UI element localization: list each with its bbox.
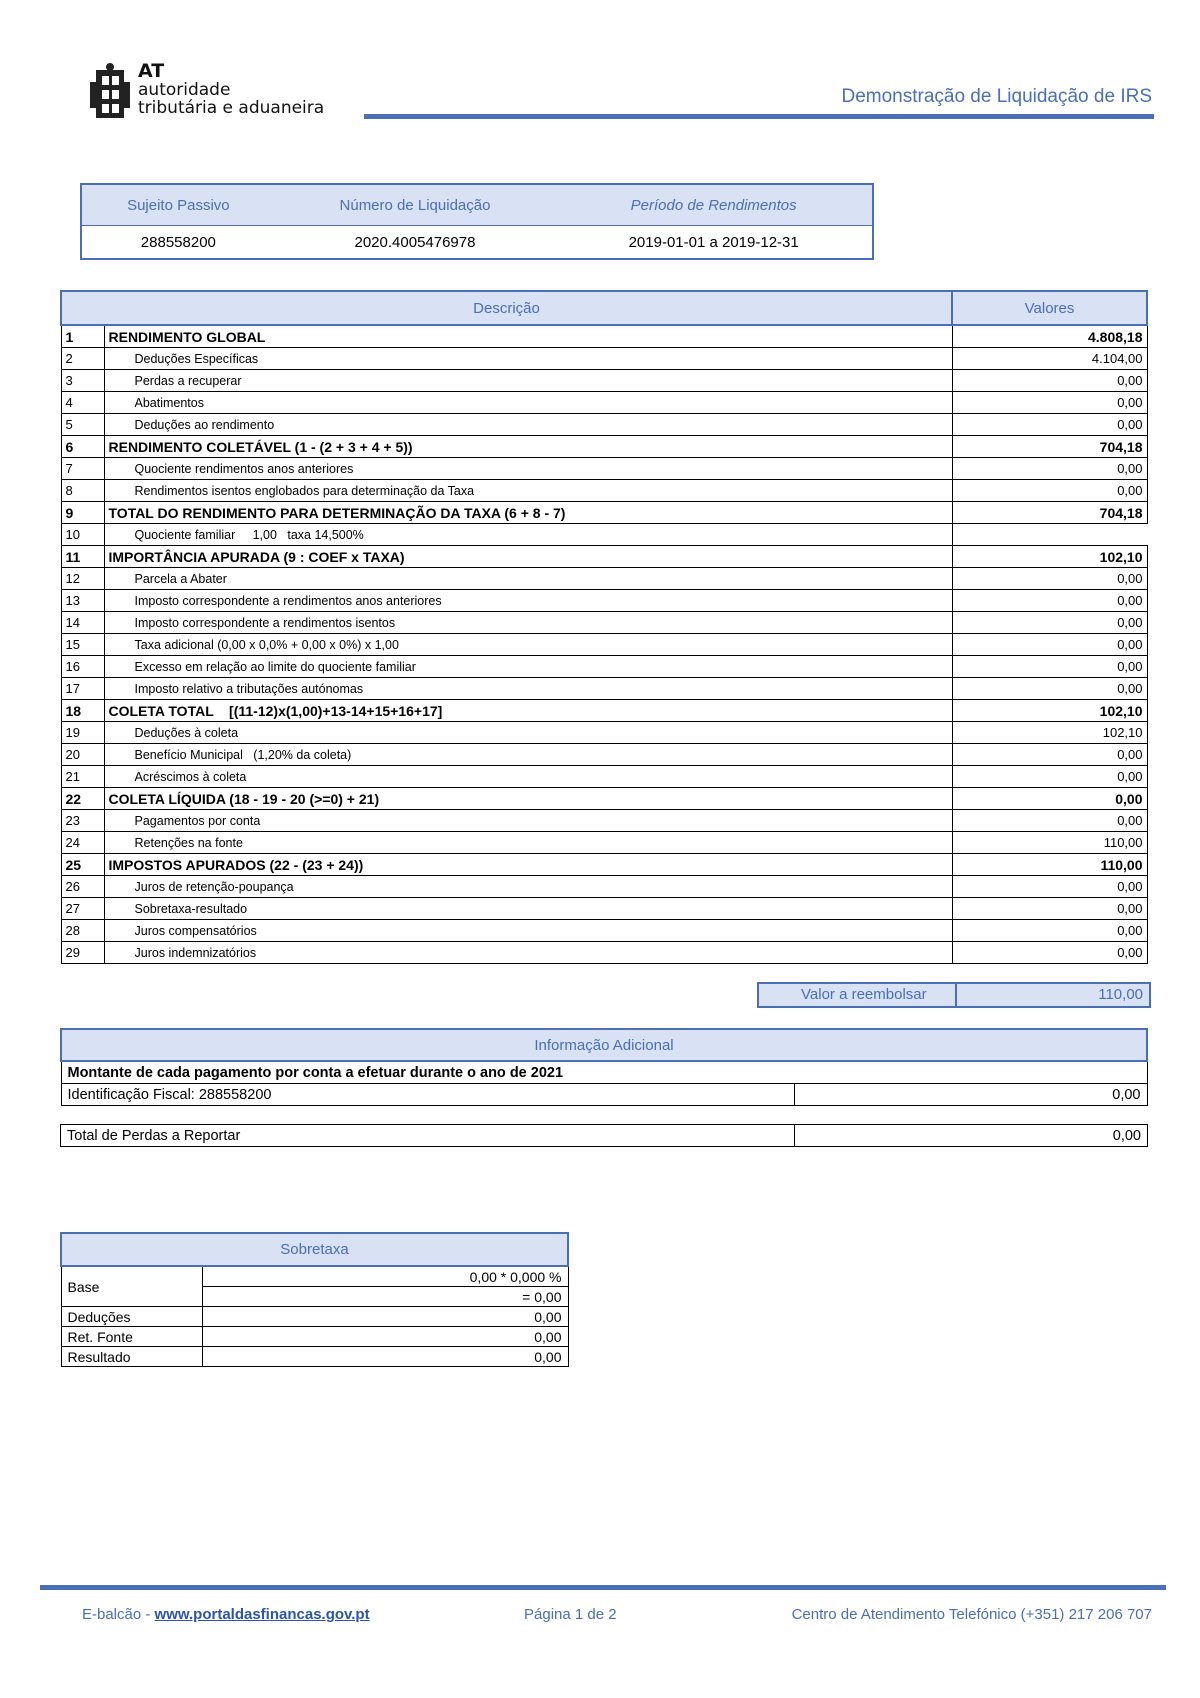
row-number: 29 xyxy=(61,942,104,964)
row-description: Imposto relativo a tributações autónomas xyxy=(104,678,952,700)
row-value: 0,00 xyxy=(952,458,1147,480)
table-row xyxy=(61,942,1147,964)
row-value xyxy=(952,524,1147,546)
row-description: Deduções Específicas xyxy=(104,348,952,370)
table-row xyxy=(61,920,1147,942)
table-row xyxy=(61,458,1147,480)
row-value: 704,18 xyxy=(952,436,1147,458)
table-row xyxy=(61,546,1147,568)
footer-rule xyxy=(40,1585,1166,1590)
row-description: COLETA LÍQUIDA (18 - 19 - 20 (>=0) + 21) xyxy=(104,788,952,810)
info-value-sujeito: 288558200 xyxy=(81,226,275,260)
table-row xyxy=(61,700,1147,722)
row-number: 23 xyxy=(61,810,104,832)
sobretaxa-deducoes-label: Deduções xyxy=(61,1307,202,1327)
taxpayer-info-table xyxy=(80,183,874,260)
sobretaxa-base-label: Base xyxy=(61,1266,202,1307)
row-number: 8 xyxy=(61,480,104,502)
row-value: 102,10 xyxy=(952,546,1147,568)
table-row xyxy=(61,634,1147,656)
sobretaxa-ret-label: Ret. Fonte xyxy=(61,1327,202,1347)
row-value: 0,00 xyxy=(952,678,1147,700)
row-description: Abatimentos xyxy=(104,392,952,414)
row-number: 24 xyxy=(61,832,104,854)
row-number: 1 xyxy=(61,325,104,348)
row-number: 13 xyxy=(61,590,104,612)
row-description: Excesso em relação ao limite do quociente familiar xyxy=(104,656,952,678)
document-title: Demonstração de Liquidação de IRS xyxy=(841,86,1152,107)
row-value: 0,00 xyxy=(952,810,1147,832)
row-description: COLETA TOTAL [(11-12)x(1,00)+13-14+15+16+17] xyxy=(104,700,952,722)
table-row xyxy=(61,656,1147,678)
footer-ebalcao xyxy=(82,1606,370,1623)
table-row xyxy=(61,590,1147,612)
row-number: 28 xyxy=(61,920,104,942)
at-logo xyxy=(88,62,348,128)
table-row xyxy=(61,436,1147,458)
row-description: TOTAL DO RENDIMENTO PARA DETERMINAÇÃO DA TAXA (6 + 8 - 7) xyxy=(104,502,952,524)
additional-info-table xyxy=(60,1028,1148,1106)
at-emblem-icon xyxy=(88,62,132,126)
info-value-periodo: 2019-01-01 a 2019-12-31 xyxy=(555,226,873,260)
sobretaxa-base-value1: 0,00 * 0,000 % xyxy=(202,1266,568,1287)
row-value: 704,18 xyxy=(952,502,1147,524)
row-description: Perdas a recuperar xyxy=(104,370,952,392)
row-value: 110,00 xyxy=(952,854,1147,876)
row-value: 0,00 xyxy=(952,766,1147,788)
row-description: Rendimentos isentos englobados para determinação da Taxa xyxy=(104,480,952,502)
refund-box xyxy=(757,982,1151,1008)
row-description: RENDIMENTO GLOBAL xyxy=(104,325,952,348)
footer-ebalcao-label: E-balcão - xyxy=(82,1606,155,1623)
fiscal-id-label: Identificação Fiscal: 288558200 xyxy=(61,1084,794,1106)
row-description: Taxa adicional (0,00 x 0,0% + 0,00 x 0%) x 1,00 xyxy=(104,634,952,656)
sobretaxa-base-value2: = 0,00 xyxy=(202,1287,568,1307)
row-description: Juros indemnizatórios xyxy=(104,942,952,964)
row-number: 19 xyxy=(61,722,104,744)
row-description: Imposto correspondente a rendimentos isentos xyxy=(104,612,952,634)
row-value: 102,10 xyxy=(952,700,1147,722)
refund-label: Valor a reembolsar xyxy=(801,986,927,1003)
logo-tributaria: tributária e aduaneira xyxy=(138,98,325,118)
row-value: 110,00 xyxy=(952,832,1147,854)
table-row xyxy=(61,722,1147,744)
row-value: 0,00 xyxy=(952,656,1147,678)
row-number: 10 xyxy=(61,524,104,546)
row-number: 7 xyxy=(61,458,104,480)
row-number: 25 xyxy=(61,854,104,876)
row-value: 0,00 xyxy=(952,920,1147,942)
row-value: 0,00 xyxy=(952,612,1147,634)
footer-page: Página 1 de 2 xyxy=(524,1606,617,1623)
additional-title: Informação Adicional xyxy=(61,1029,1147,1061)
row-number: 12 xyxy=(61,568,104,590)
row-value: 0,00 xyxy=(952,480,1147,502)
losses-value: 0,00 xyxy=(795,1125,1148,1147)
row-number: 22 xyxy=(61,788,104,810)
row-value: 0,00 xyxy=(952,876,1147,898)
row-description: Juros compensatórios xyxy=(104,920,952,942)
row-description: Quociente familiar 1,00 taxa 14,500% xyxy=(104,524,952,546)
header-descricao: Descrição xyxy=(61,291,952,325)
table-row xyxy=(61,744,1147,766)
row-number: 16 xyxy=(61,656,104,678)
row-number: 18 xyxy=(61,700,104,722)
table-row xyxy=(61,524,1147,546)
additional-heading: Montante de cada pagamento por conta a efetuar durante o ano de 2021 xyxy=(61,1061,1147,1084)
row-description: IMPOSTOS APURADOS (22 - (23 + 24)) xyxy=(104,854,952,876)
row-description: Sobretaxa-resultado xyxy=(104,898,952,920)
row-value: 0,00 xyxy=(952,744,1147,766)
row-number: 17 xyxy=(61,678,104,700)
sobretaxa-title: Sobretaxa xyxy=(61,1233,568,1266)
row-number: 3 xyxy=(61,370,104,392)
row-value: 0,00 xyxy=(952,590,1147,612)
table-row xyxy=(61,348,1147,370)
info-header-numero: Número de Liquidação xyxy=(275,184,556,226)
row-description: Parcela a Abater xyxy=(104,568,952,590)
info-header-sujeito: Sujeito Passivo xyxy=(81,184,275,226)
row-number: 2 xyxy=(61,348,104,370)
row-number: 15 xyxy=(61,634,104,656)
row-value: 0,00 xyxy=(952,788,1147,810)
table-row xyxy=(61,612,1147,634)
losses-table xyxy=(60,1124,1148,1147)
sobretaxa-resultado-value: 0,00 xyxy=(202,1347,568,1367)
row-number: 27 xyxy=(61,898,104,920)
row-description: Deduções à coleta xyxy=(104,722,952,744)
row-value: 4.808,18 xyxy=(952,325,1147,348)
logo-autoridade: autoridade xyxy=(138,80,231,100)
row-number: 11 xyxy=(61,546,104,568)
table-row xyxy=(61,832,1147,854)
row-description: Pagamentos por conta xyxy=(104,810,952,832)
row-number: 20 xyxy=(61,744,104,766)
row-description: Imposto correspondente a rendimentos anos anteriores xyxy=(104,590,952,612)
row-value: 0,00 xyxy=(952,634,1147,656)
table-row xyxy=(61,810,1147,832)
sobretaxa-deducoes-value: 0,00 xyxy=(202,1307,568,1327)
row-description: Juros de retenção-poupança xyxy=(104,876,952,898)
row-number: 14 xyxy=(61,612,104,634)
refund-separator xyxy=(955,984,957,1006)
table-row xyxy=(61,766,1147,788)
row-number: 26 xyxy=(61,876,104,898)
losses-label: Total de Perdas a Reportar xyxy=(61,1125,795,1147)
row-description: Deduções ao rendimento xyxy=(104,414,952,436)
title-rule xyxy=(364,114,1154,119)
row-value: 102,10 xyxy=(952,722,1147,744)
row-description: Retenções na fonte xyxy=(104,832,952,854)
row-value: 0,00 xyxy=(952,414,1147,436)
portal-link[interactable]: www.portaldasfinancas.gov.pt xyxy=(154,1606,370,1623)
table-row xyxy=(61,325,1147,348)
table-row xyxy=(61,876,1147,898)
row-number: 6 xyxy=(61,436,104,458)
row-number: 21 xyxy=(61,766,104,788)
liquidation-table xyxy=(60,290,1148,964)
fiscal-id-value: 0,00 xyxy=(794,1084,1147,1106)
info-value-numero: 2020.4005476978 xyxy=(275,226,556,260)
logo-text xyxy=(138,62,324,117)
row-number: 5 xyxy=(61,414,104,436)
refund-value: 110,00 xyxy=(1098,986,1143,1003)
row-description: Acréscimos à coleta xyxy=(104,766,952,788)
row-value: 4.104,00 xyxy=(952,348,1147,370)
row-value: 0,00 xyxy=(952,370,1147,392)
row-description: RENDIMENTO COLETÁVEL (1 - (2 + 3 + 4 + 5)) xyxy=(104,436,952,458)
sobretaxa-ret-value: 0,00 xyxy=(202,1327,568,1347)
table-row xyxy=(61,898,1147,920)
footer-phone: Centro de Atendimento Telefónico (+351) 217 206 707 xyxy=(791,1606,1152,1623)
row-description: Benefício Municipal (1,20% da coleta) xyxy=(104,744,952,766)
row-number: 4 xyxy=(61,392,104,414)
info-header-periodo: Período de Rendimentos xyxy=(555,184,873,226)
row-value: 0,00 xyxy=(952,942,1147,964)
logo-at: AT xyxy=(138,60,165,82)
table-row xyxy=(61,854,1147,876)
row-description: Quociente rendimentos anos anteriores xyxy=(104,458,952,480)
row-value: 0,00 xyxy=(952,568,1147,590)
table-row xyxy=(61,678,1147,700)
header-valores: Valores xyxy=(952,291,1147,325)
row-description: IMPORTÂNCIA APURADA (9 : COEF x TAXA) xyxy=(104,546,952,568)
table-row xyxy=(61,414,1147,436)
sobretaxa-resultado-label: Resultado xyxy=(61,1347,202,1367)
row-value: 0,00 xyxy=(952,898,1147,920)
table-row xyxy=(61,480,1147,502)
table-row xyxy=(61,502,1147,524)
sobretaxa-table xyxy=(60,1232,569,1367)
row-number: 9 xyxy=(61,502,104,524)
table-row xyxy=(61,788,1147,810)
table-row xyxy=(61,392,1147,414)
table-row xyxy=(61,568,1147,590)
table-row xyxy=(61,370,1147,392)
row-value: 0,00 xyxy=(952,392,1147,414)
